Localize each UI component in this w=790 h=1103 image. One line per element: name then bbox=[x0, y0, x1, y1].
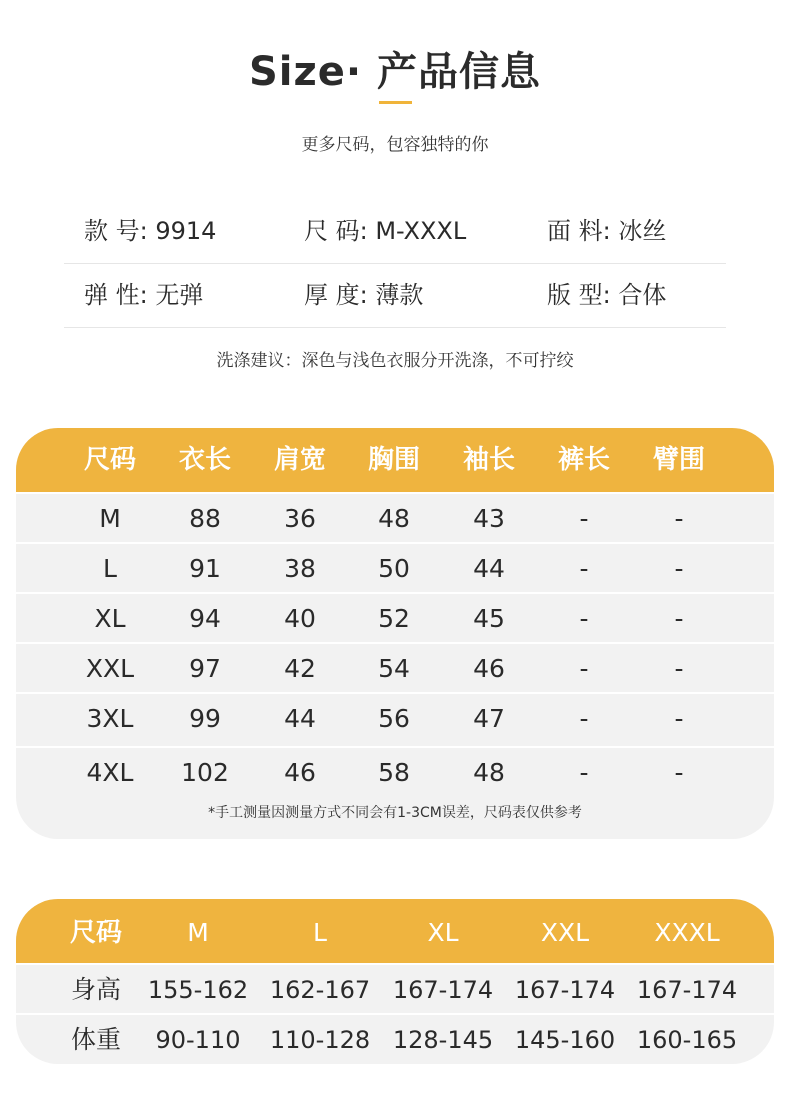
table-cell: 160-165 bbox=[636, 1026, 738, 1054]
table-row bbox=[16, 746, 774, 796]
table-cell: - bbox=[579, 758, 589, 787]
table-cell: 97 bbox=[189, 654, 221, 683]
table-cell: - bbox=[674, 504, 684, 533]
table-cell: - bbox=[579, 704, 589, 733]
table-cell: 110-128 bbox=[269, 1026, 371, 1054]
table-cell: - bbox=[579, 604, 589, 633]
table-cell: 167-174 bbox=[392, 976, 494, 1004]
fabric: 面 料: 冰丝 bbox=[547, 217, 667, 245]
table-cell: 45 bbox=[473, 604, 505, 633]
fit-type: 版 型: 合体 bbox=[547, 281, 667, 309]
page-subtitle: 更多尺码，包容独特的你 bbox=[301, 135, 489, 155]
table-cell: 88 bbox=[189, 504, 221, 533]
header-cell: 衣长 bbox=[178, 445, 231, 475]
thickness: 厚 度: 薄款 bbox=[304, 281, 424, 309]
table-cell: 91 bbox=[189, 554, 221, 583]
table-cell: 4XL bbox=[86, 758, 134, 787]
table-cell: 48 bbox=[378, 504, 410, 533]
size-range: 尺 码: M-XXXL bbox=[304, 217, 467, 245]
table-cell: 40 bbox=[284, 604, 316, 633]
table-cell: 47 bbox=[473, 704, 505, 733]
table-cell: 155-162 bbox=[147, 976, 249, 1004]
table-cell: 145-160 bbox=[514, 1026, 616, 1054]
header-cell: 尺码 bbox=[83, 445, 136, 475]
product-info-row bbox=[64, 264, 726, 328]
fit-table-header bbox=[16, 899, 774, 963]
header-cell: 臂围 bbox=[652, 445, 705, 475]
table-cell: - bbox=[674, 654, 684, 683]
table-cell: 94 bbox=[189, 604, 221, 633]
table-cell: 43 bbox=[473, 504, 505, 533]
table-cell: 体重 bbox=[70, 1025, 121, 1054]
table-row bbox=[16, 642, 774, 692]
table-cell: 90-110 bbox=[155, 1026, 241, 1054]
table-cell: 48 bbox=[473, 758, 505, 787]
size-table-header bbox=[16, 428, 774, 492]
header-cell: 肩宽 bbox=[273, 445, 326, 475]
table-cell: 42 bbox=[284, 654, 316, 683]
table-cell: 162-167 bbox=[269, 976, 371, 1004]
page-title: Size· 产品信息 bbox=[248, 49, 542, 95]
table-cell: 58 bbox=[378, 758, 410, 787]
table-cell: 102 bbox=[181, 758, 229, 787]
table-cell: 167-174 bbox=[514, 976, 616, 1004]
fit-table bbox=[16, 899, 774, 1064]
table-cell: 128-145 bbox=[392, 1026, 494, 1054]
size-table bbox=[16, 428, 774, 839]
title-underline bbox=[379, 101, 412, 104]
table-cell: - bbox=[579, 554, 589, 583]
header-cell: 袖长 bbox=[462, 445, 515, 475]
product-info-row bbox=[64, 200, 726, 264]
table-cell: 36 bbox=[284, 504, 316, 533]
elasticity: 弹 性: 无弹 bbox=[84, 281, 204, 309]
table-cell: - bbox=[674, 758, 684, 787]
table-cell: L bbox=[103, 554, 117, 583]
header-cell: 裤长 bbox=[557, 445, 610, 475]
header-cell: 胸围 bbox=[367, 445, 420, 475]
table-cell: 52 bbox=[378, 604, 410, 633]
table-row bbox=[16, 692, 774, 742]
table-cell: 167-174 bbox=[636, 976, 738, 1004]
header-cell: XXXL bbox=[654, 918, 720, 947]
table-row bbox=[16, 542, 774, 592]
table-cell: 46 bbox=[284, 758, 316, 787]
wash-advice: 洗涤建议：深色与浅色衣服分开洗涤，不可拧绞 bbox=[216, 351, 574, 371]
header-cell: XXL bbox=[540, 918, 590, 947]
header-cell: M bbox=[187, 918, 209, 947]
table-row bbox=[16, 1013, 774, 1063]
table-row bbox=[16, 592, 774, 642]
style-number: 款 号: 9914 bbox=[84, 217, 217, 245]
table-cell: 50 bbox=[378, 554, 410, 583]
table-cell: 56 bbox=[378, 704, 410, 733]
table-cell: 99 bbox=[189, 704, 221, 733]
table-cell: - bbox=[674, 704, 684, 733]
table-row bbox=[16, 963, 774, 1013]
table-cell: 54 bbox=[378, 654, 410, 683]
table-cell: 44 bbox=[473, 554, 505, 583]
table-cell: 身高 bbox=[70, 975, 121, 1004]
table-cell: XL bbox=[94, 604, 126, 633]
header-cell: L bbox=[313, 918, 327, 947]
table-cell: - bbox=[579, 504, 589, 533]
measurement-note: *手工测量因测量方式不同会有1-3CM误差，尺码表仅供参考 bbox=[208, 805, 582, 821]
table-cell: 38 bbox=[284, 554, 316, 583]
table-cell: 44 bbox=[284, 704, 316, 733]
header-cell: 尺码 bbox=[69, 918, 122, 948]
table-cell: M bbox=[99, 504, 121, 533]
table-cell: - bbox=[579, 654, 589, 683]
header-cell: XL bbox=[427, 918, 459, 947]
table-cell: XXL bbox=[85, 654, 135, 683]
table-cell: - bbox=[674, 554, 684, 583]
table-cell: 46 bbox=[473, 654, 505, 683]
table-cell: 3XL bbox=[86, 704, 134, 733]
table-cell: - bbox=[674, 604, 684, 633]
table-row bbox=[16, 492, 774, 542]
